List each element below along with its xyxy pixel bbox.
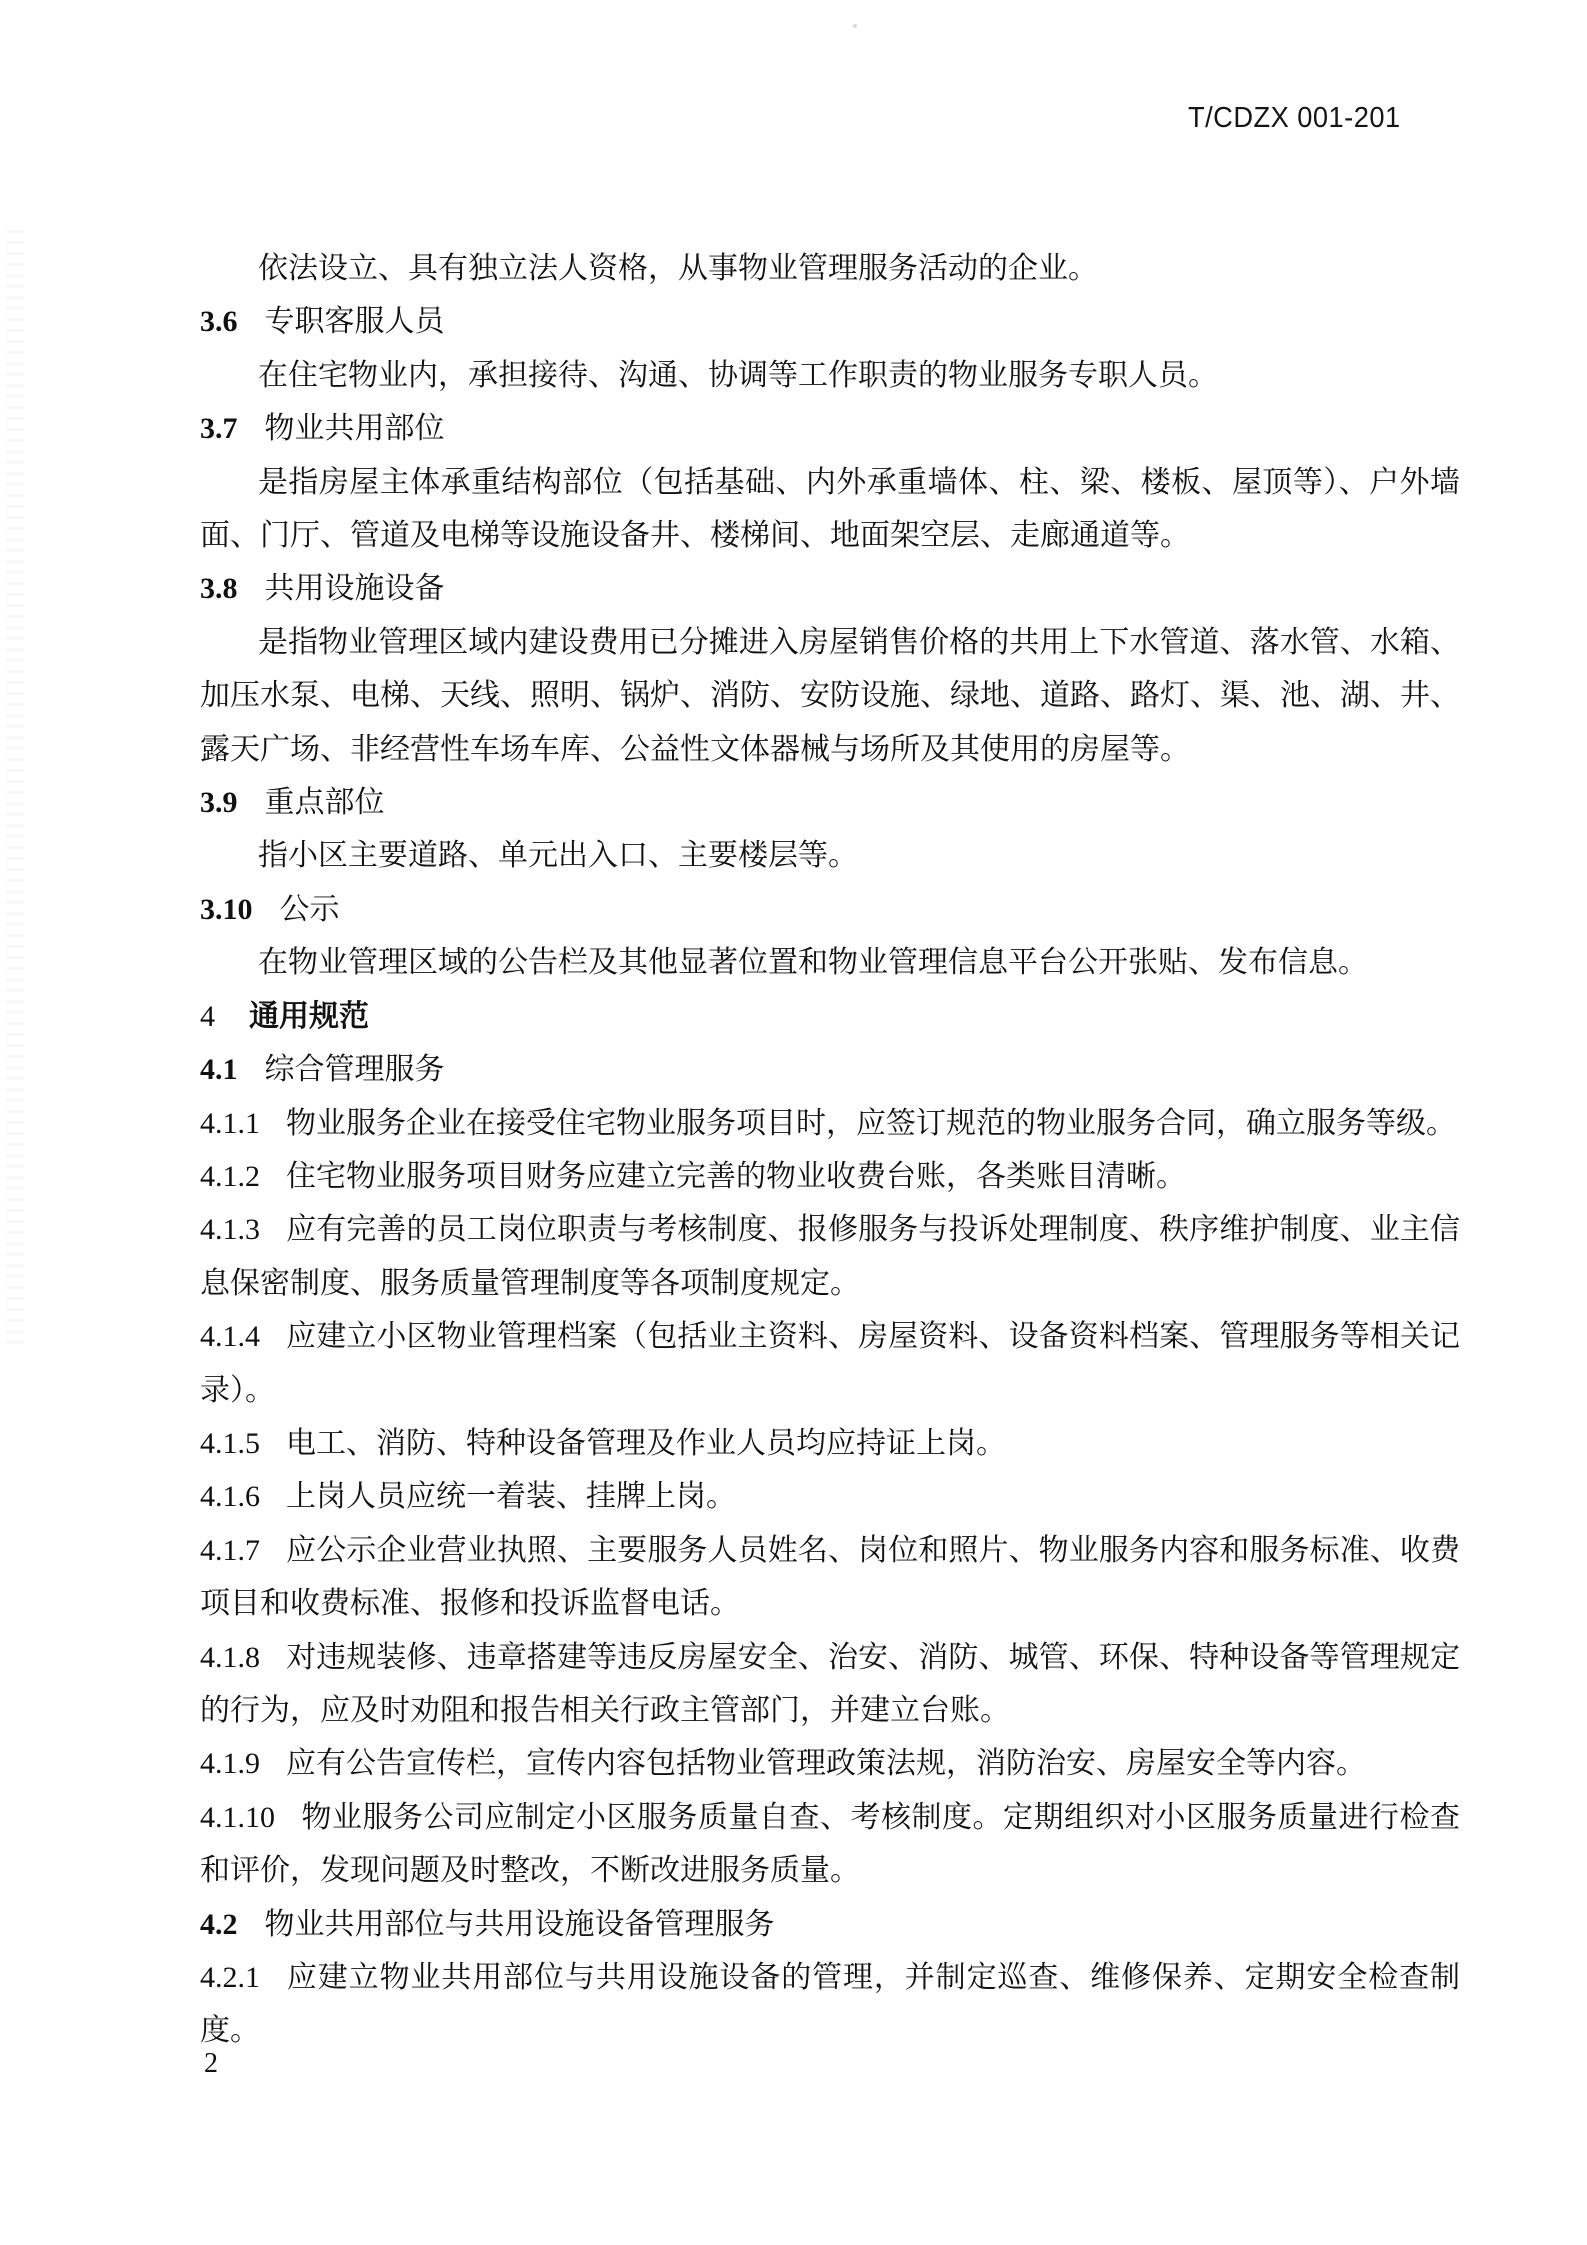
clause-number: 4.1: [200, 1053, 238, 1087]
clause-number: 3.7: [200, 412, 238, 446]
section-heading: [200, 776, 1460, 829]
clause-paragraph: 4.1.2 住宅物业服务项目财务应建立完善的物业收费台账，各类账目清晰。: [200, 1150, 1460, 1203]
clause-number: 4.1.1: [200, 1106, 260, 1140]
clause-paragraph: 4.1.5 电工、消防、特种设备管理及作业人员均应持证上岗。: [200, 1417, 1460, 1470]
clause-paragraph: 4.1.3 应有完善的员工岗位职责与考核制度、报修服务与投诉处理制度、秩序维护制度、业主信息保密制度、服务质量管理制度等各项制度规定。: [200, 1203, 1460, 1310]
scan-noise-artifact: [6, 230, 24, 1350]
chapter-heading: [200, 990, 1460, 1043]
heading-title: 物业共用部位: [264, 412, 445, 446]
document-body: [200, 242, 1460, 2058]
heading-title: 专职客服人员: [264, 305, 445, 339]
standard-code-header: T/CDZX 001-201: [1188, 102, 1401, 134]
section-heading: [200, 1043, 1460, 1096]
heading-title: 通用规范: [249, 999, 369, 1033]
paragraph: 是指物业管理区域内建设费用已分摊进入房屋销售价格的共用上下水管道、落水管、水箱、加压水泵、电梯、天线、照明、锅炉、消防、安防设施、绿地、道路、路灯、渠、池、湖、井、露天广场、非经营性车场车库、公益性文体器械与场所及其使用的房屋等。: [200, 625, 1460, 766]
clause-paragraph: 4.1.7 应公示企业营业执照、主要服务人员姓名、岗位和照片、物业服务内容和服务标准、收费项目和收费标准、报修和投诉监督电话。: [200, 1524, 1460, 1631]
clause-paragraph: 4.1.9 应有公告宣传栏，宣传内容包括物业管理政策法规，消防治安、房屋安全等内容。: [200, 1737, 1460, 1790]
heading-title: 综合管理服务: [264, 1053, 445, 1087]
clause-paragraph: 4.2.1 应建立物业共用部位与共用设施设备的管理，并制定巡查、维修保养、定期安全检查制度。: [200, 1951, 1460, 2058]
paragraph: 是指房屋主体承重结构部位（包括基础、内外承重墙体、柱、梁、楼板、屋顶等）、户外墙面、门厅、管道及电梯等设施设备井、楼梯间、地面架空层、走廊通道等。: [200, 465, 1460, 553]
clause-number: 3.8: [200, 572, 238, 606]
clause-number: 3.10: [200, 892, 253, 926]
section-heading: [200, 883, 1460, 936]
scan-dot-artifact: [853, 24, 857, 28]
clause-paragraph: 4.1.8 对违规装修、违章搭建等违反房屋安全、治安、消防、城管、环保、特种设备等管理规定的行为，应及时劝阻和报告相关行政主管部门，并建立台账。: [200, 1631, 1460, 1738]
heading-title: 物业共用部位与共用设施设备管理服务: [264, 1907, 775, 1941]
paragraph: 在住宅物业内，承担接待、沟通、协调等工作职责的物业服务专职人员。: [258, 358, 1218, 392]
clause-paragraph: 4.1.6 上岗人员应统一着装、挂牌上岗。: [200, 1470, 1460, 1523]
clause-number: 4.1.6: [200, 1480, 260, 1514]
paragraph: 依法设立、具有独立法人资格，从事物业管理服务活动的企业。: [258, 252, 1098, 285]
clause-paragraph: 4.1.10 物业服务公司应制定小区服务质量自查、考核制度。定期组织对小区服务质量进行检查和评价，发现问题及时整改，不断改进服务质量。: [200, 1791, 1460, 1898]
clause-number: 4.1.5: [200, 1426, 260, 1460]
clause-number: 4.1.2: [200, 1159, 260, 1193]
paragraph: 指小区主要道路、单元出入口、主要楼层等。: [258, 839, 858, 873]
clause-number: 4.2.1: [200, 1961, 260, 1994]
clause-number: 4.1.3: [200, 1213, 260, 1247]
clause-number: 3.9: [200, 786, 238, 820]
clause-number: 4: [200, 999, 215, 1033]
section-heading: [200, 1898, 1460, 1951]
section-heading: [200, 295, 1460, 348]
paragraph: 在物业管理区域的公告栏及其他显著位置和物业管理信息平台公开张贴、发布信息。: [258, 946, 1368, 980]
section-heading: [200, 402, 1460, 455]
clause-number: 4.1.9: [200, 1747, 260, 1781]
section-heading: [200, 562, 1460, 615]
clause-number: 4.1.7: [200, 1533, 260, 1567]
clause-number: 4.1.10: [200, 1800, 275, 1834]
page-number: 2: [204, 2048, 218, 2079]
clause-number: 4.1.8: [200, 1640, 260, 1674]
heading-title: 公示: [279, 892, 340, 926]
heading-title: 共用设施设备: [264, 572, 445, 606]
heading-title: 重点部位: [264, 786, 385, 820]
clause-number: 4.2: [200, 1907, 238, 1941]
clause-number: 4.1.4: [200, 1320, 260, 1354]
clause-paragraph: 4.1.1 物业服务企业在接受住宅物业服务项目时，应签订规范的物业服务合同，确立服务等级。: [200, 1097, 1460, 1150]
clause-paragraph: 4.1.4 应建立小区物业管理档案（包括业主资料、房屋资料、设备资料档案、管理服务等相关记录）。: [200, 1310, 1460, 1417]
clause-number: 3.6: [200, 305, 238, 339]
